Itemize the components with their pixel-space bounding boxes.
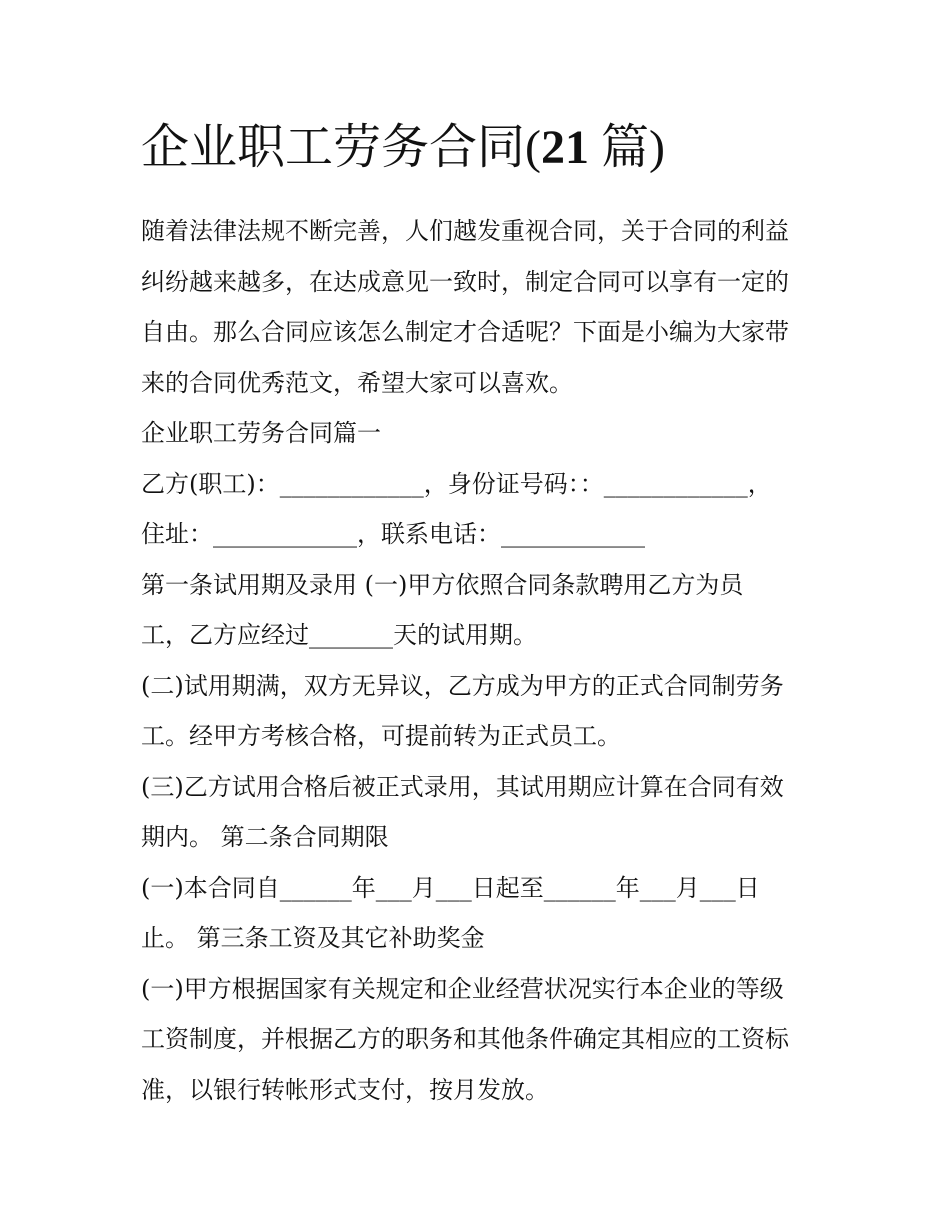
title-number: 21 [541,121,589,174]
article-1-line-4: 工。经甲方考核合格，可提前转为正式员工。 [141,722,621,750]
document-title [141,118,821,178]
article-2-line-1: (一)本合同自______年___月___日起至______年___月___日 [141,873,760,902]
intro-line-2: 纠纷越来越多，在达成意见一致时，制定合同可以享有一定的 [141,267,789,296]
document-page [141,118,821,1115]
article-1-line-1: 第一条试用期及录用 (一)甲方依照合同条款聘用乙方为员 [141,570,744,599]
title-main: 企业职工劳务合同( [141,121,541,174]
address-phone-line: 住址：____________，联系电话：____________ [141,520,645,548]
article-3-line-2: 工资制度，并根据乙方的职务和其他条件确定其相应的工资标 [141,1025,789,1053]
intro-line-4: 来的合同优秀范文，希望大家可以喜欢。 [141,368,573,397]
article-1-line-3: (二)试用期满，双方无异议，乙方成为甲方的正式合同制劳务 [141,671,784,700]
title-end: 篇) [589,121,665,174]
article-2-heading-line: 期内。 第二条合同期限 [141,823,389,851]
party-b-info-line: 乙方(职工)：____________，身份证号码：：____________， [141,469,772,498]
intro-line-1: 随着法律法规不断完善，人们越发重视合同，关于合同的利益 [141,217,789,245]
article-1-line-5: (三)乙方试用合格后被正式录用，其试用期应计算在合同有效 [141,772,784,801]
article-3-heading-line: 止。 第三条工资及其它补助奖金 [141,924,485,952]
article-3-line-3: 准，以银行转帐形式支付，按月发放。 [141,1075,549,1104]
article-1-line-2: 工，乙方应经过_______天的试用期。 [141,621,537,649]
section-heading: 企业职工劳务合同篇一 [141,419,381,447]
intro-line-3: 自由。那么合同应该怎么制定才合适呢？下面是小编为大家带 [141,318,789,346]
article-3-line-1: (一)甲方根据国家有关规定和企业经营状况实行本企业的等级 [141,974,784,1003]
